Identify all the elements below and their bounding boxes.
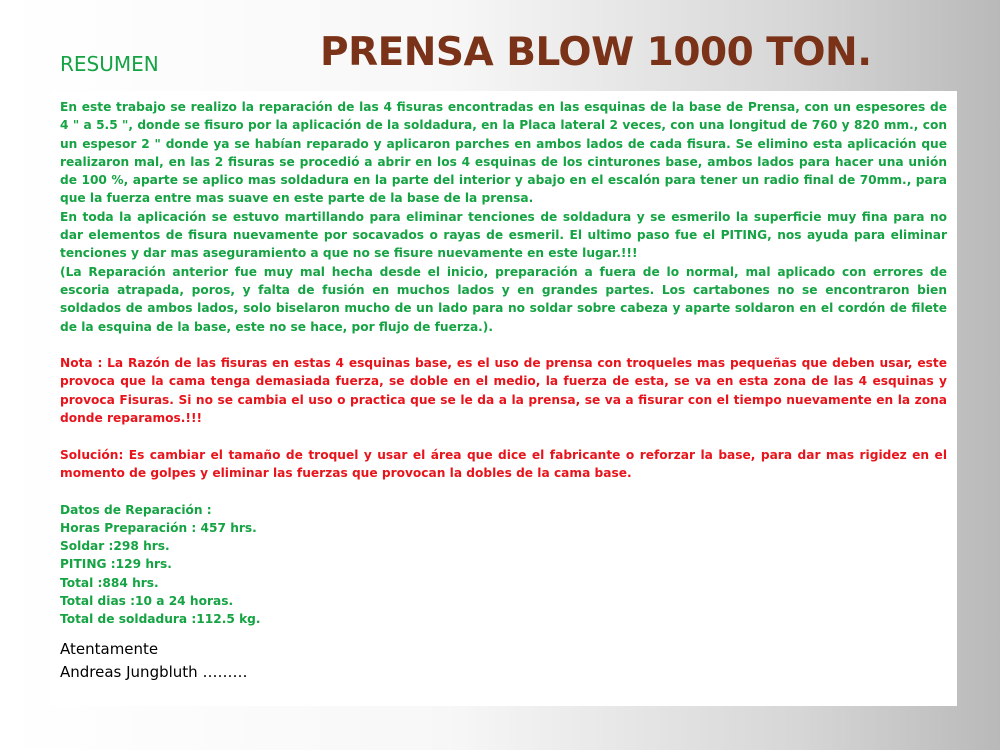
repair-data-list — [60, 519, 947, 629]
heading-label: RESUMEN — [60, 52, 159, 76]
closing-block — [60, 638, 947, 684]
solution-paragraph: Solución: Es cambiar el tamaño de troquel y usar el área que dice el fabricante o reforzar la base, para dar mas rigidez en el momento de golpes y eliminar las fuerzas que provocan la dobles de la cama base. — [60, 447, 947, 480]
content-panel — [50, 91, 957, 706]
spacer — [60, 336, 947, 354]
repair-data-item: Horas Preparación : 457 hrs. — [60, 520, 257, 535]
paragraph-hammering: En toda la aplicación se estuvo martillando para eliminar tenciones de soldadura y se esmerilo la superficie muy fina para no dar elementos de fisura nuevamente por socavados o rayas de esmeril. El ultimo paso fue el PITING, nos ayuda para eliminar tenciones y dar mas aseguramiento a que no se fisure nuevamente en este lugar.!!! — [60, 209, 947, 261]
note-paragraph: Nota : La Razón de las fisuras en estas 4 esquinas base, es el uso de prensa con troqueles mas pequeñas que deben usar, este provoca que la cama tenga demasiada fuerza, se doble en el medio, la fuerza de esta, se va en esta zona de las 4 esquinas y provoca Fisuras. Si no se cambia el uso o practica que se le da a la prensa, se va a fisurar con el tiempo nuevamente en la zona donde reparamos.!!! — [60, 356, 947, 426]
repair-data-item: Total :884 hrs. — [60, 575, 159, 590]
salutation: Atentamente — [60, 639, 159, 658]
repair-data-item: PITING :129 hrs. — [60, 557, 172, 572]
signature: Andreas Jungbluth ……… — [60, 662, 248, 681]
spacer — [60, 482, 947, 500]
repair-data-item: Total de soldadura :112.5 kg. — [60, 612, 261, 627]
paragraph-repair-description: En este trabajo se realizo la reparación de las 4 fisuras encontradas en las esquinas de la base de Prensa, con un espesores de 4 " a 5.5 ", donde se fisuro por la aplicación de la soldadura, en la Placa lateral 2 veces, con una longitud de 760 y 820 mm., con un espesor 2 " donde ya se habían reparado y aplicaron parches en ambos lados de cada fisura. Se elimino esta aplicación que realizaron mal, en las 2 fisuras se procedió a abrir en los 4 esquinas de los cinturones base, ambos lados para hacer una unión de 100 %, aparte se aplico mas soldadura en la parte del interior y abajo en el escalón para tener un radio final de 70mm., para que la fuerza entre mas suave en este parte de la base de la prensa. — [60, 100, 947, 206]
repair-data-item: Total dias :10 a 24 horas. — [60, 594, 234, 609]
paragraph-previous-repair: (La Reparación anterior fue muy mal hecha desde el inicio, preparación a fuera de lo normal, mal aplicado con errores de escoria atrapada, poros, y falta de fusión en muchos lados y en grandes partes. Los cartabones no se encontraron bien soldados de ambos lados, solo biselaron mucho de un lado para no soldar sobre cabeza y aparte soldaron en el cordón de filete de la esquina de la base, este no se hace, por flujo de fuerza.). — [60, 264, 947, 334]
spacer — [60, 427, 947, 445]
repair-data-heading: Datos de Reparación : — [60, 502, 212, 517]
slide-title: PRENSA BLOW 1000 TON. — [320, 30, 872, 75]
repair-data-item: Soldar :298 hrs. — [60, 539, 170, 554]
